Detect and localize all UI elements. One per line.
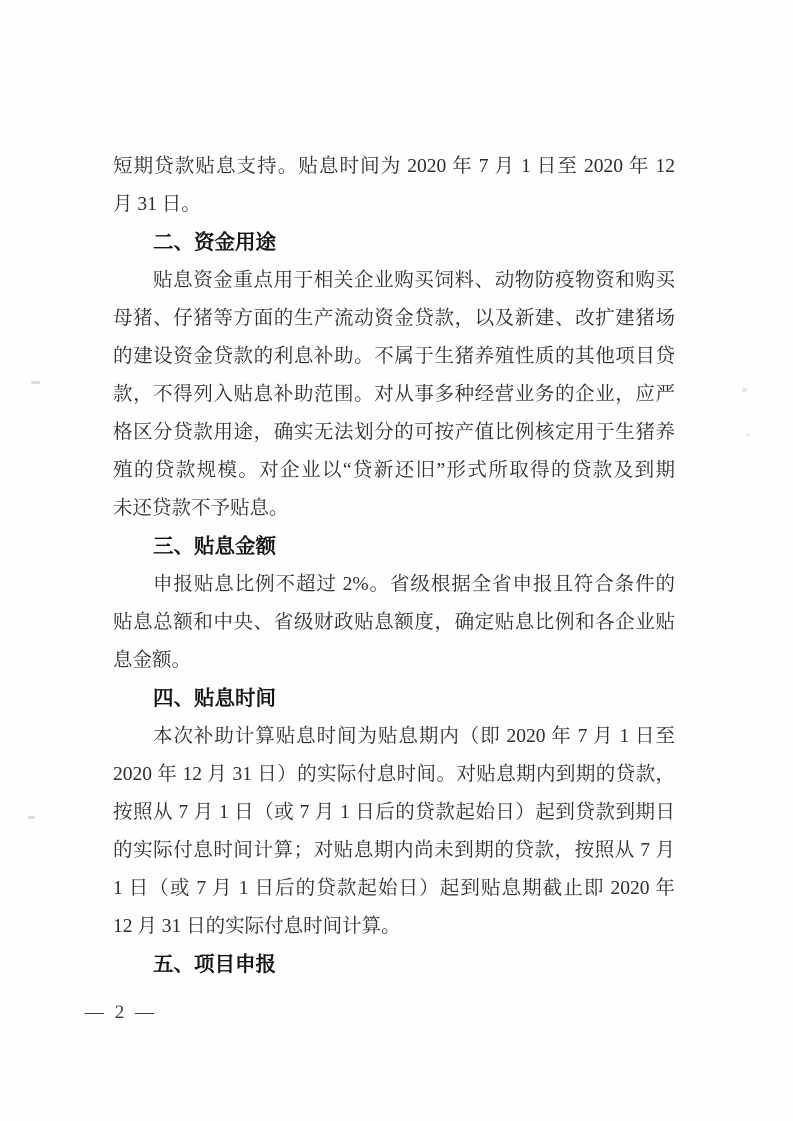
body-text-line: 殖的贷款规模。对企业以“贷新还旧”形式所取得的贷款及到期	[113, 460, 675, 481]
body-text-line: 短期贷款贴息支持。贴息时间为 2020 年 7 月 1 日至 2020 年 12	[113, 156, 675, 177]
body-text-line: 申报贴息比例不超过 2%。省级根据全省申报且符合条件的	[153, 574, 675, 595]
scan-artifact	[746, 433, 750, 436]
body-text-line: 12 月 31 日的实际付息时间计算。	[113, 916, 401, 937]
document-body	[113, 148, 675, 984]
body-text-line: 月 31 日。	[113, 194, 201, 215]
body-text-line: 息金额。	[113, 650, 192, 671]
body-text-line: 贴息总额和中央、省级财政贴息额度，确定贴息比例和各企业贴	[113, 612, 675, 633]
body-text-line: 2020 年 12 月 31 日）的实际付息时间。对贴息期内到期的贷款，	[113, 764, 675, 785]
section-heading: 二、资金用途	[153, 231, 276, 254]
body-text-line: 的建设资金贷款的利息补助。不属于生猪养殖性质的其他项目贷	[113, 346, 675, 367]
body-text-line: 按照从 7 月 1 日（或 7 月 1 日后的贷款起始日）起到贷款到期日	[113, 802, 675, 823]
body-text-line: 格区分贷款用途，确实无法划分的可按产值比例核定用于生猪养	[113, 422, 675, 443]
body-text-line: 未还贷款不予贴息。	[113, 498, 289, 519]
scan-artifact	[31, 381, 40, 384]
scan-artifact	[742, 388, 747, 392]
body-text-line: 贴息资金重点用于相关企业购买饲料、动物防疫物资和购买	[153, 270, 675, 291]
body-text-line: 1 日（或 7 月 1 日后的贷款起始日）起到贴息期截止即 2020 年	[113, 878, 675, 899]
scan-artifact	[28, 816, 35, 819]
section-heading: 四、贴息时间	[153, 687, 276, 710]
section-heading: 五、项目申报	[153, 953, 276, 976]
page-number: — 2 —	[85, 1002, 157, 1023]
body-text-line: 款，不得列入贴息补助范围。对从事多种经营业务的企业，应严	[113, 384, 675, 405]
body-text-line: 母猪、仔猪等方面的生产流动资金贷款，以及新建、改扩建猪场	[113, 308, 675, 329]
body-text-line: 的实际付息时间计算；对贴息期内尚未到期的贷款，按照从 7 月	[113, 840, 675, 861]
body-text-line: 本次补助计算贴息时间为贴息期内（即 2020 年 7 月 1 日至	[153, 726, 675, 747]
section-heading: 三、贴息金额	[153, 535, 276, 558]
